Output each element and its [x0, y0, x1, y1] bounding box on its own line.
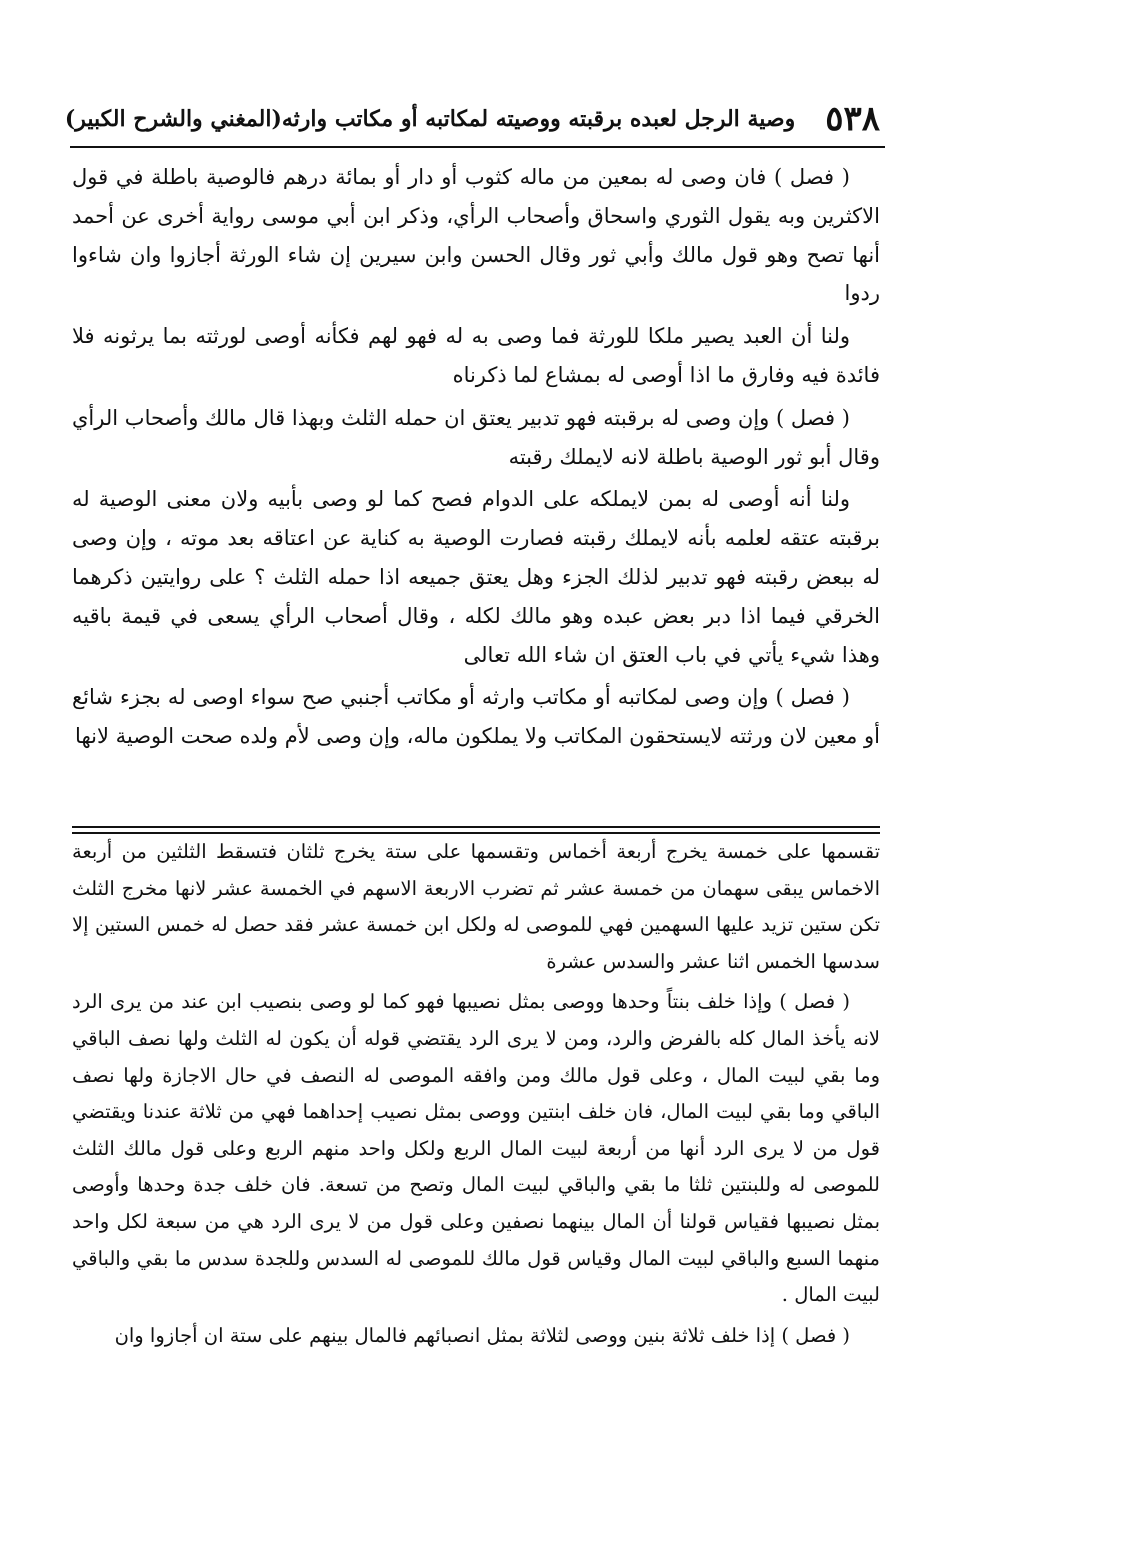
main-text	[72, 158, 880, 760]
main-paragraph: ( فصل ) وإن وصى له برقبته فهو تدبير يعتق ان حمله الثلث وبهذا قال مالك وأصحاب الرأي وقال أبو ثور الوصية باطلة لانه لايملك رقبته	[72, 405, 880, 469]
main-paragraph: ( فصل ) وإن وصى لمكاتبه أو مكاتب وارثه أو مكاتب أجنبي صح سواء اوصى له بجزء شائع أو معين لان ورثته لايستحقون المكاتب ولا يملكون ماله، وإن وصى لأم ولده صحت الوصية لانها	[72, 685, 880, 749]
commentary-text	[72, 834, 880, 1358]
commentary-paragraph: ( فصل ) وإذا خلف بنتاً وحدها ووصى بمثل نصيبها فهو كما لو وصى بنصيب ابن عند من يرى الرد لانه يأخذ المال كله بالفرض والرد، ومن لا يرى الرد يقتضي قوله أن يكون له الثلث ولها نصف الباقي وما بقي لبيت المال ، وعلى قول مالك ومن وافقه الموصى له النصف في حال الاجازة ولها نصف الباقي وما بقي لبيت المال، فان خلف ابنتين ووصى بمثل نصيب إحداهما فهي من ثلاثة عندنا ويقتضي قول من لا يرى الرد أنها من أربعة لبيت المال الربع ولكل واحد منهم الربع وعلى قول مالك الثلث للموصى له وللبنتين ثلثا ما بقي والباقي لبيت المال وتصح من تسعة. فان خلف جدة وحدها وأوصى بمثل نصيبها فقياس قولنا أن المال بينهما نصفين وعلى قول من لا يرى الرد هي من سبعة لكل واحد منهما السبع والباقي لبيت المال وقياس قول مالك للموصى له السدس وللجدة سدس ما بقي والباقي لبيت المال .	[72, 990, 880, 1307]
commentary-paragraph: تقسمها على خمسة يخرج أربعة أخماس وتقسمها على ستة يخرج ثلثان فتسقط الثلثين من أربعة الاخماس يبقى سهمان من خمسة عشر ثم تضرب الاربعة الاسهم في الخمسة عشر لانها مخرج الثلث تكن ستين تزيد عليها السهمين فهي للموصى له ولكل ابن خمسة عشر فقد حصل له خمس الستين إلا سدسها الخمس اثنا عشر والسدس عشرة	[72, 840, 880, 973]
page-header	[64, 96, 880, 142]
chapter-title: وصية الرجل لعبده برقبته ووصيته لمكاتبه أو مكاتب وارثه	[281, 106, 796, 132]
page-number: ٥٣٨	[825, 99, 880, 139]
main-paragraph: ولنا أنه أوصى له بمن لايملكه على الدوام فصح كما لو وصى بأبيه ولان معنى الوصية له برقبته عتقه لعلمه بأنه لايملك رقبته فصارت الوصية به كناية عن اعتاقه بعد موته ، وإن وصى له ببعض رقبته فهو تدبير لذلك الجزء وهل يعتق جميعه اذا حمله الثلث ؟ على روايتين ذكرهما الخرقي فيما اذا دبر بعض عبده وهو مالك لكله ، وقال أصحاب الرأي يسعى في قيمة باقيه وهذا شيء يأتي في باب العتق ان شاء الله تعالى	[72, 487, 880, 667]
main-paragraph: ( فصل ) فان وصى له بمعين من ماله كثوب أو دار أو بمائة درهم فالوصية باطلة في قول الاكثرين وبه يقول الثوري واسحاق وأصحاب الرأي، وذكر ابن أبي موسى رواية أخرى عن أحمد أنها تصح وهو قول مالك وأبي ثور وقال الحسن وابن سيرين إن شاء الورثة أجازوا وان شاءوا ردوا	[72, 165, 880, 306]
section-divider	[72, 826, 880, 834]
header-rule	[70, 146, 885, 148]
commentary-paragraph: ( فصل ) إذا خلف ثلاثة بنين ووصى لثلاثة بمثل انصبائهم فالمال بينهم على ستة ان أجازوا وان	[114, 1323, 850, 1347]
main-paragraph: ولنا أن العبد يصير ملكا للورثة فما وصى به له فهو لهم فكأنه أوصى لورثته بما يرثونه فلا فائدة فيه وفارق ما اذا أوصى له بمشاع لما ذكرناه	[72, 324, 880, 387]
book-title: (المغني والشرح الكبير)	[64, 106, 282, 132]
